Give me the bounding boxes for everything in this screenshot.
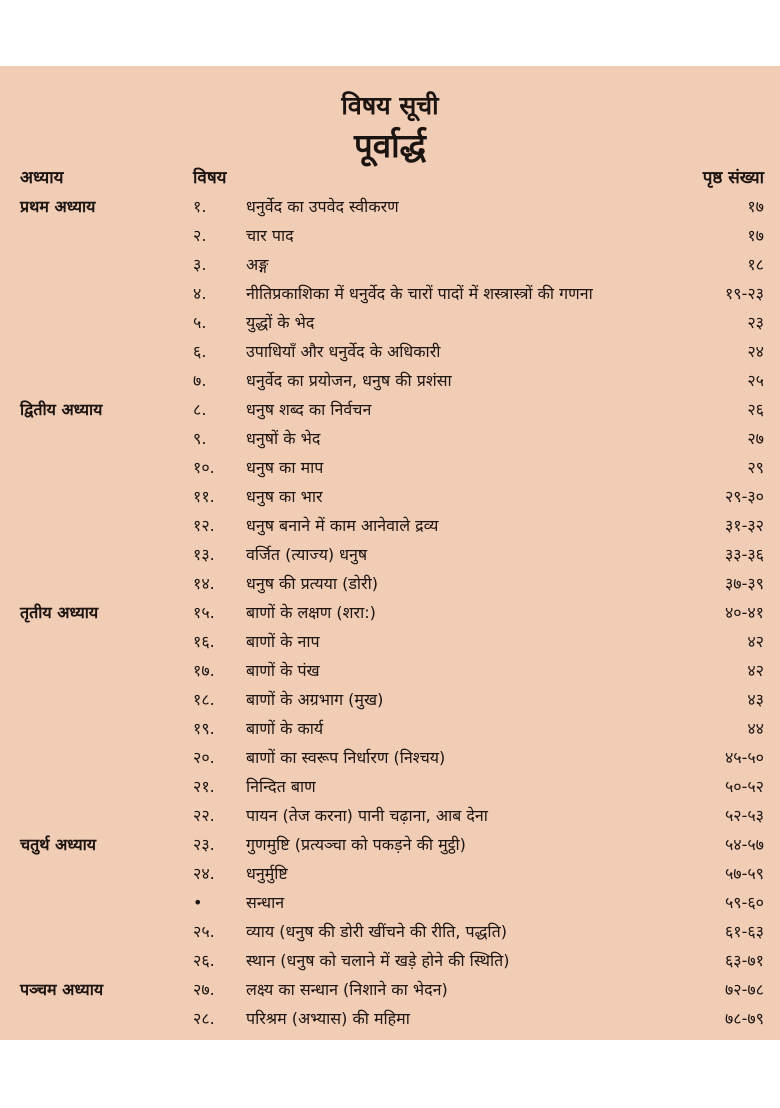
entry-number: ८. <box>193 400 207 419</box>
contents-row <box>0 395 780 424</box>
entry-page: ७८-७९ <box>724 1009 764 1028</box>
entry-number: १५. <box>193 603 215 622</box>
chapter-label: प्रथम अध्याय <box>20 197 96 216</box>
contents-row <box>0 917 780 946</box>
entry-page: २३ <box>747 313 764 332</box>
contents-row <box>0 511 780 540</box>
entry-number: २६. <box>193 951 215 970</box>
entry-page: १७ <box>747 226 764 245</box>
contents-row <box>0 308 780 337</box>
entry-number: १९. <box>193 719 215 738</box>
page-title: विषय सूची <box>341 91 439 120</box>
entry-number: १. <box>193 197 207 216</box>
entry-topic: उपाधियाँ और धनुर्वेद के अधिकारी <box>246 342 441 361</box>
entry-topic: बाणों के लक्षण (शरा:) <box>246 603 376 622</box>
page-subtitle: पूर्वार्द्ध <box>353 126 426 165</box>
contents-row <box>0 1004 780 1033</box>
contents-row <box>0 714 780 743</box>
contents-row <box>0 946 780 975</box>
entry-topic: धनुर्वेद का प्रयोजन, धनुष की प्रशंसा <box>246 371 452 390</box>
entry-page: ४३ <box>747 690 764 709</box>
entry-topic: युद्धों के भेद <box>246 313 315 332</box>
contents-row <box>0 337 780 366</box>
contents-row <box>0 569 780 598</box>
entry-topic: धनुर्वेद का उपवेद स्वीकरण <box>246 197 399 216</box>
entry-page: ७२-७८ <box>724 980 764 999</box>
header-page-number: पृष्ठ संख्या <box>702 168 764 188</box>
book-page <box>0 66 780 1040</box>
entry-topic: लक्ष्य का सन्धान (निशाने का भेदन) <box>246 980 448 999</box>
contents-list <box>0 192 780 1033</box>
entry-topic: व्याय (धनुष की डोरी खींचने की रीति, पद्धति) <box>246 922 507 941</box>
contents-row <box>0 540 780 569</box>
header-subject: विषय <box>193 168 227 188</box>
chapter-label: चतुर्थ अध्याय <box>20 835 97 854</box>
entry-topic: धनुष की प्रत्यया (डोरी) <box>246 574 378 593</box>
entry-page: ४२ <box>747 632 764 651</box>
entry-number: १८. <box>193 690 215 709</box>
contents-row <box>0 975 780 1004</box>
contents-row <box>0 801 780 830</box>
entry-number: १६. <box>193 632 215 651</box>
entry-topic: धनुष का भार <box>246 487 323 506</box>
entry-page: १७ <box>747 197 764 216</box>
entry-number: ३. <box>193 255 207 274</box>
contents-row <box>0 279 780 308</box>
contents-row <box>0 627 780 656</box>
entry-page: २४ <box>747 342 764 361</box>
entry-page: ५४-५७ <box>724 835 764 854</box>
entry-number: १०. <box>193 458 215 477</box>
entry-page: २७ <box>747 429 764 448</box>
entry-page: २९-३० <box>724 487 764 506</box>
entry-number: ९. <box>193 429 207 448</box>
entry-topic: बाणों के अग्रभाग (मुख) <box>246 690 384 709</box>
entry-number: २२. <box>193 806 215 825</box>
entry-number: ५. <box>193 313 207 332</box>
entry-topic: धनुष शब्द का निर्वचन <box>246 400 372 419</box>
contents-row <box>0 685 780 714</box>
entry-number: ४. <box>193 284 207 303</box>
entry-page: ५९-६० <box>724 893 764 912</box>
entry-topic: बाणों के कार्य <box>246 719 324 738</box>
entry-number: २०. <box>193 748 215 767</box>
entry-page: ३३-३६ <box>724 545 764 564</box>
entry-topic: बाणों के नाप <box>246 632 320 651</box>
entry-page: ४५-५० <box>724 748 764 767</box>
contents-row <box>0 830 780 859</box>
entry-topic: धनुष बनाने में काम आनेवाले द्रव्य <box>246 516 439 535</box>
entry-topic: निन्दित बाण <box>246 777 316 796</box>
entry-page: ४०-४१ <box>724 603 764 622</box>
entry-number: २१. <box>193 777 215 796</box>
entry-number: ११. <box>193 487 215 506</box>
contents-row <box>0 859 780 888</box>
entry-number: २४. <box>193 864 215 883</box>
entry-topic: गुणमुष्टि (प्रत्यञ्चा को पकड़ने की मुट्ठी) <box>246 835 466 854</box>
entry-page: ४२ <box>747 661 764 680</box>
entry-number: २५. <box>193 922 215 941</box>
entry-topic: बाणों का स्वरूप निर्धारण (निश्चय) <box>246 748 446 767</box>
contents-row <box>0 598 780 627</box>
contents-row <box>0 192 780 221</box>
contents-row <box>0 743 780 772</box>
entry-page: २५ <box>747 371 764 390</box>
entry-page: ५७-५९ <box>724 864 764 883</box>
contents-row <box>0 366 780 395</box>
contents-row <box>0 453 780 482</box>
entry-number: १७. <box>193 661 215 680</box>
entry-number: २७. <box>193 980 215 999</box>
entry-number: २३. <box>193 835 215 854</box>
header-chapter: अध्याय <box>20 168 64 188</box>
chapter-label: तृतीय अध्याय <box>20 603 99 622</box>
entry-number: १४. <box>193 574 215 593</box>
entry-page: ३१-३२ <box>724 516 764 535</box>
entry-topic: पायन (तेज करना) पानी चढ़ाना, आब देना <box>246 806 488 825</box>
entry-topic: धनुष का माप <box>246 458 324 477</box>
contents-row <box>0 656 780 685</box>
contents-row <box>0 482 780 511</box>
contents-row <box>0 424 780 453</box>
entry-page: ६३-७१ <box>724 951 764 970</box>
entry-page: ४४ <box>747 719 764 738</box>
entry-page: २९ <box>747 458 764 477</box>
chapter-label: पञ्चम अध्याय <box>20 980 104 999</box>
entry-page: ३७-३९ <box>724 574 764 593</box>
entry-page: २६ <box>747 400 764 419</box>
entry-topic: चार पाद <box>246 226 294 245</box>
chapter-label: द्वितीय अध्याय <box>20 400 103 419</box>
entry-number: २. <box>193 226 207 245</box>
contents-row <box>0 888 780 917</box>
entry-page: ५२-५३ <box>724 806 764 825</box>
entry-number: • <box>193 893 203 912</box>
entry-page: ५०-५२ <box>724 777 764 796</box>
entry-number: २८. <box>193 1009 215 1028</box>
entry-number: ७. <box>193 371 207 390</box>
contents-row <box>0 250 780 279</box>
entry-topic: नीतिप्रकाशिका में धनुर्वेद के चारों पादों में शस्त्रास्त्रों की गणना <box>246 284 593 303</box>
entry-topic: स्थान (धनुष को चलाने में खड़े होने की स्थिति) <box>246 951 510 970</box>
entry-page: ६१-६३ <box>724 922 764 941</box>
contents-row <box>0 772 780 801</box>
entry-number: ६. <box>193 342 207 361</box>
entry-topic: धनुषों के भेद <box>246 429 321 448</box>
entry-topic: वर्जित (त्याज्य) धनुष <box>246 545 368 564</box>
entry-topic: परिश्रम (अभ्यास) की महिमा <box>246 1009 410 1028</box>
entry-page: १९-२३ <box>724 284 764 303</box>
entry-topic: सन्धान <box>246 893 285 912</box>
entry-topic: बाणों के पंख <box>246 661 320 680</box>
entry-topic: धनुर्मुष्टि <box>246 864 288 883</box>
contents-row <box>0 221 780 250</box>
entry-topic: अङ्ग <box>246 255 269 274</box>
entry-number: १२. <box>193 516 215 535</box>
entry-page: १८ <box>747 255 764 274</box>
entry-number: १३. <box>193 545 215 564</box>
